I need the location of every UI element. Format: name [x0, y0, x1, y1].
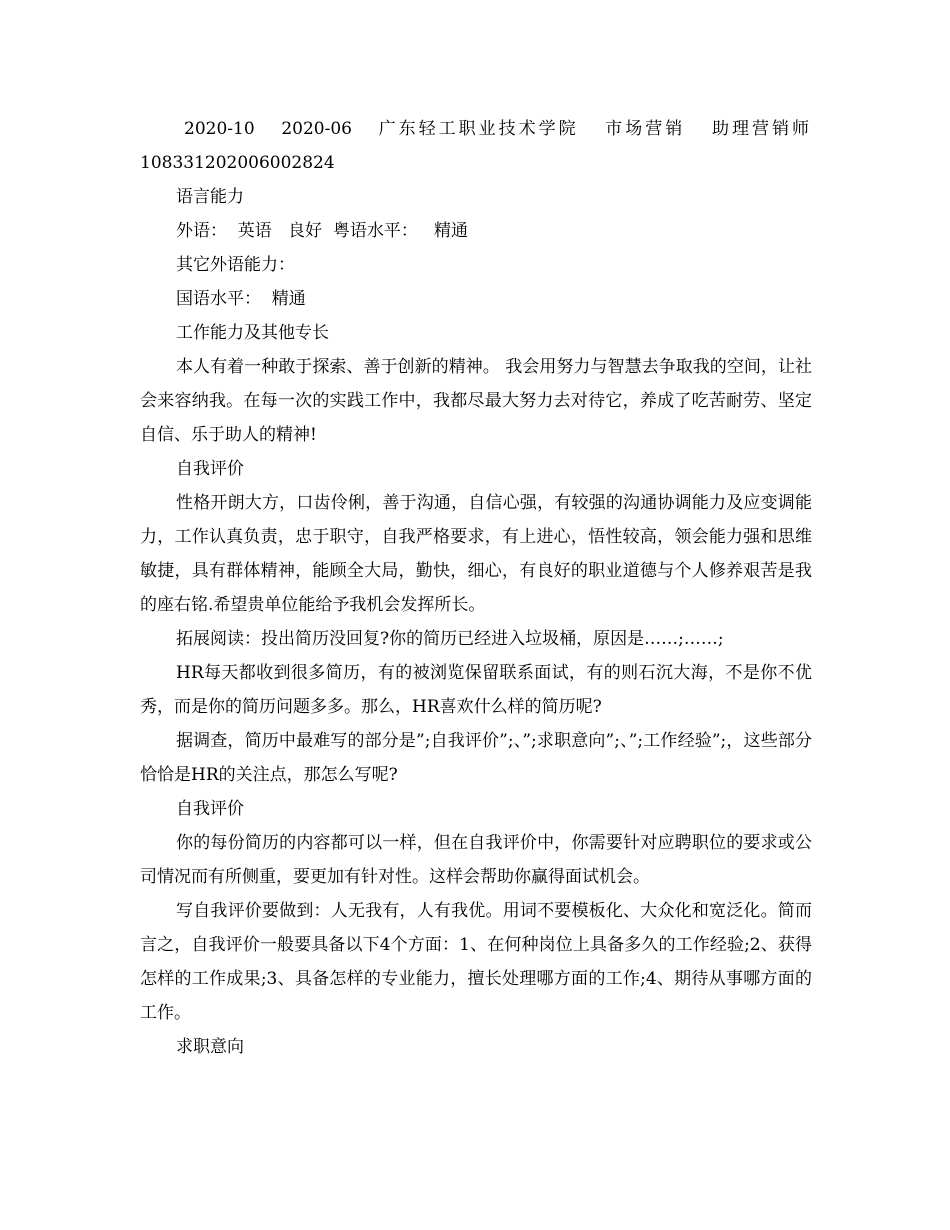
extended-reading-paragraph: 拓展阅读：投出简历没回复?你的简历已经进入垃圾桶，原因是……;……;: [176, 629, 724, 649]
self-eval-howto-paragraph: 写自我评价要做到：人无我有，人有我优。用词不要模板化、大众化和宽泛化。简而言之，自我评价一般要具备以下4个方面：1、在何种岗位上具备多久的工作经验;2、获得怎样的工作成果;3、具备怎样的专业能力，擅长处理哪方面的工作;4、期待从事哪方面的工作。: [140, 901, 812, 1023]
edu-end-date: 2020-06: [281, 119, 352, 139]
edu-school: 广东轻工职业技术学院: [378, 119, 579, 139]
education-row: [140, 112, 812, 146]
foreign-language-line: 外语： 英语 良好 粤语水平： 精通: [176, 221, 469, 241]
section-heading-language: 语言能力: [176, 187, 244, 207]
self-eval-advice-paragraph: 你的每份简历的内容都可以一样，但在自我评价中，你需要针对应聘职位的要求或公司情况而有所侧重，要更加有针对性。这样会帮助你赢得面试机会。: [140, 833, 812, 887]
edu-certificate: 助理营销师: [711, 119, 812, 139]
other-language-line: 其它外语能力：: [176, 255, 295, 275]
skills-paragraph: 本人有着一种敢于探索、善于创新的精神。 我会用努力与智慧去争取我的空间，让社会来容纳我。在每一次的实践工作中，我都尽最大努力去对待它，养成了吃苦耐劳、坚定自信、乐于助人的精神!: [140, 357, 812, 445]
hr-paragraph: HR每天都收到很多简历，有的被浏览保留联系面试，有的则石沉大海，不是你不优秀，而是你的简历问题多多。那么，HR喜欢什么样的简历呢?: [140, 663, 812, 717]
section-heading-self-eval: 自我评价: [176, 459, 244, 479]
mandarin-level-line: 国语水平： 精通: [176, 289, 306, 309]
section-heading-job-intention: 求职意向: [176, 1037, 244, 1057]
section-heading-skills: 工作能力及其他专长: [176, 323, 329, 343]
document-page: [140, 112, 812, 1064]
self-eval-paragraph: 性格开朗大方，口齿伶俐，善于沟通，自信心强，有较强的沟通协调能力及应变调能力，工作认真负责，忠于职守，自我严格要求，有上进心，悟性较高，领会能力强和思维敏捷，具有群体精神，能顾全大局，勤快，细心，有良好的职业道德与个人修养艰苦是我的座右铭.希望贵单位能给予我机会发挥所长。: [140, 493, 812, 615]
survey-paragraph: 据调查，简历中最难写的部分是”;自我评价”;、”;求职意向”;、”;工作经验”;，这些部分恰恰是HR的关注点，那怎么写呢?: [140, 731, 812, 785]
edu-major: 市场营销: [605, 119, 686, 139]
edu-start-date: 2020-10: [184, 119, 255, 139]
section-heading-self-eval-2: 自我评价: [176, 799, 244, 819]
edu-cert-number: 108331202006002824: [140, 153, 335, 173]
